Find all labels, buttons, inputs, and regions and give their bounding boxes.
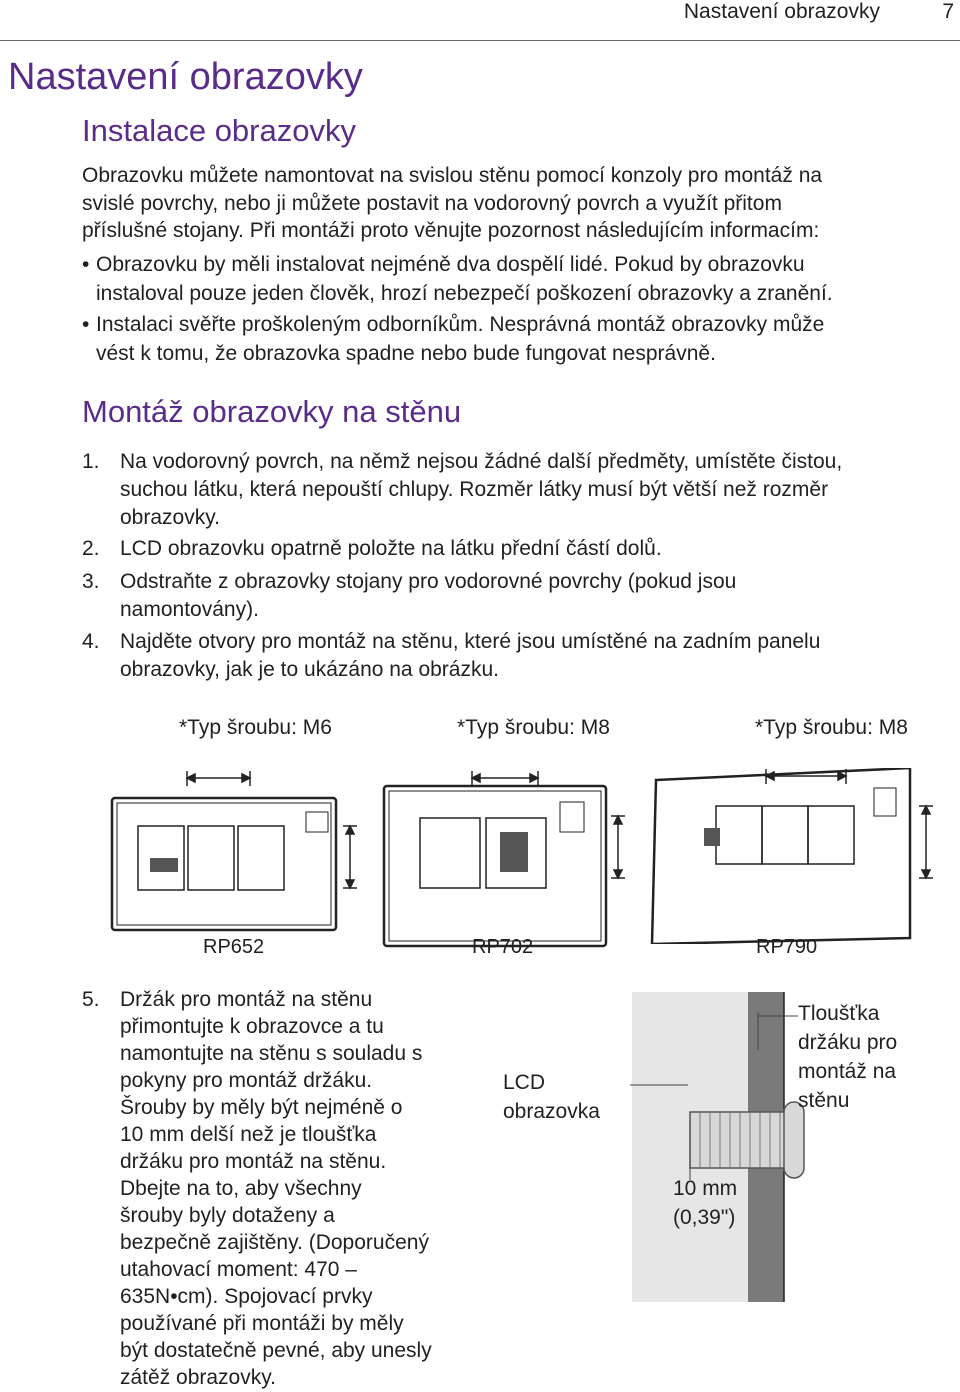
bullet-dot: •	[82, 313, 90, 336]
step-number: 5.	[82, 988, 100, 1011]
chapter-title: Nastavení obrazovky	[8, 56, 363, 98]
step-line: Držák pro montáž na stěnu	[120, 988, 373, 1011]
bullet-line: Instalaci svěřte proškoleným odborníkům. Nesprávná montáž obrazovky může	[96, 313, 825, 336]
bullet-dot: •	[82, 253, 90, 276]
step-number: 4.	[82, 630, 100, 653]
step-line: Šrouby by měly být nejméně o	[120, 1096, 403, 1119]
step-line: Na vodorovný povrch, na němž nejsou žádné další předměty, umístěte čistou,	[120, 450, 843, 473]
step-line: Najděte otvory pro montáž na stěnu, které jsou umístěné na zadním panelu	[120, 630, 821, 653]
bracket-thickness-label: Tloušťka držáku pro montáž na stěnu	[798, 1002, 898, 1112]
bullet-line: instaloval pouze jeden člověk, hrozí nebezpečí poškození obrazovky a zranění.	[96, 282, 833, 305]
step-number: 2.	[82, 537, 100, 560]
step-line: LCD obrazovku opatrně položte na látku přední částí dolů.	[120, 537, 662, 560]
step-line: namontujte na stěnu s souladu s	[120, 1042, 423, 1065]
step-line: namontovány).	[120, 598, 259, 621]
bullet-line: Obrazovku by měli instalovat nejméně dva dospělí lidé. Pokud by obrazovku	[96, 253, 805, 276]
step-line: utahovací moment: 470 –	[120, 1258, 357, 1281]
step-line: 635N•cm). Spojovací prvky	[120, 1285, 373, 1308]
model-label: RP652	[203, 936, 265, 958]
screw-type-caption: *Typ šroubu: M8	[457, 716, 610, 739]
step-line: Odstraňte z obrazovky stojany pro vodorovné povrchy (pokud jsou	[120, 570, 737, 593]
step-line: držáku pro montáž na stěnu.	[120, 1150, 387, 1173]
lcd-screen-label: LCD obrazovka	[503, 1071, 600, 1123]
intro-line-2: svislé povrchy, nebo ji můžete postavit na vodorovný povrch a využít přitom	[82, 192, 782, 215]
step-line: Dbejte na to, aby všechny	[120, 1177, 362, 1200]
intro-line-3: příslušné stojany. Při montáži proto věnujte pozornost následujícím informacím:	[82, 219, 820, 242]
step-line: být dostatečně pevné, aby unesly	[120, 1339, 432, 1362]
step-line: zátěž obrazovky.	[120, 1366, 277, 1389]
rp790-back-panel-illustration	[648, 768, 940, 944]
screw-type-caption: *Typ šroubu: M8	[755, 716, 908, 739]
step-line: pokyny pro montáž držáku.	[120, 1069, 373, 1092]
model-label: RP790	[756, 936, 818, 958]
step-line: obrazovky.	[120, 506, 220, 529]
step-line: šrouby byly dotaženy a	[120, 1204, 335, 1227]
running-header-title: Nastavení obrazovky	[683, 0, 880, 23]
step-number: 1.	[82, 450, 100, 473]
model-label: RP702	[472, 936, 534, 958]
section-title-wall-mount: Montáž obrazovky na stěnu	[82, 394, 462, 429]
bullet-line: vést k tomu, že obrazovka spadne nebo bude fungovat nesprávně.	[96, 342, 716, 365]
intro-line-1: Obrazovku můžete namontovat na svislou stěnu pomocí konzoly pro montáž na	[82, 164, 823, 187]
rp702-back-panel-illustration	[380, 768, 628, 948]
step-line: suchou látku, která nepouští chlupy. Rozměr látky musí být větší než rozměr	[120, 478, 829, 501]
step-number: 3.	[82, 570, 100, 593]
rp652-back-panel-illustration	[110, 768, 360, 936]
step-line: obrazovky, jak je to ukázáno na obrázku.	[120, 658, 499, 681]
step-line: 10 mm delší než je tloušťka	[120, 1123, 377, 1146]
screw-length-label: 10 mm (0,39")	[673, 1177, 738, 1229]
screw-type-caption: *Typ šroubu: M6	[179, 716, 332, 739]
page-number: 7	[942, 0, 954, 23]
header-divider	[0, 40, 960, 41]
step-line: používané při montáži by měly	[120, 1312, 404, 1335]
step-line: bezpečně zajištěny. (Doporučený	[120, 1231, 429, 1254]
step-line: přimontujte k obrazovce a tu	[120, 1015, 384, 1038]
section-title-installation: Instalace obrazovky	[82, 113, 356, 148]
